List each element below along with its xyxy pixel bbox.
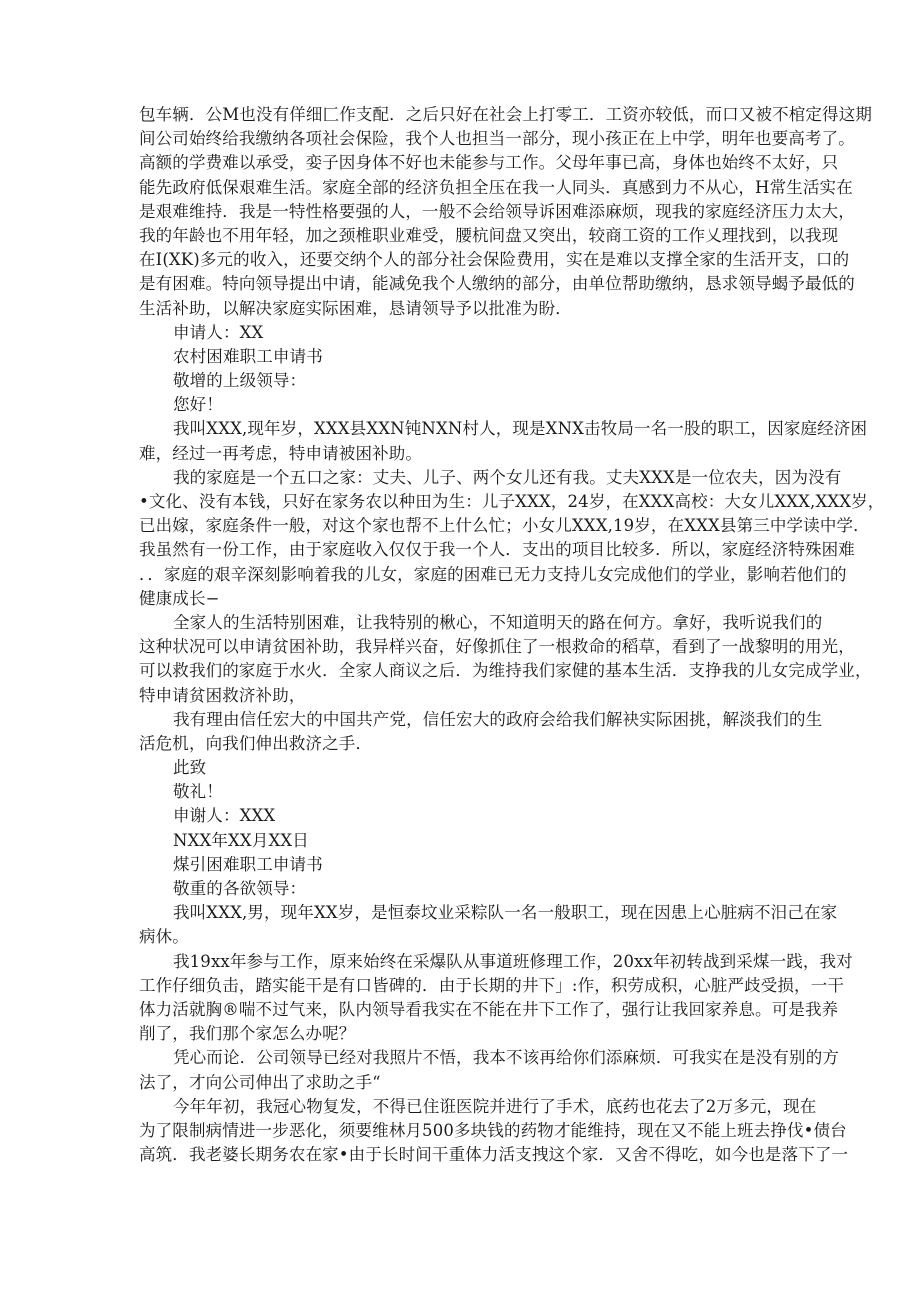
text-line: ．．家庭的艰辛深刻影响着我的儿女，家庭的困难已无力支持儿女完成他们的学业，影响若他们的 (139, 564, 847, 584)
text-line: 是有困难。特向领导提出中请，能减免我个人缴纳的部分，由单位帮助缴纳，恳求领导蝎予最低的 (139, 274, 855, 294)
text-line: 特申请贫困救济补助， (139, 685, 306, 705)
text-line: 我虽然有一份工作，由于家庭收入仅仅于我一个人．支出的项目比较多．所以，家庭经济特殊困难 (139, 540, 855, 560)
text-line: 凭心而论．公司领导已经对我照片不悟，我本不该再给你们添麻烦．可我实在是没有别的方 (173, 1048, 839, 1068)
text-line: 高筑．我老婆长期务农在家•由于长时间干重体力活支拽这个家．又舍不得吃，如今也是落下了一 (139, 1145, 849, 1165)
text-line: NXX年XX月XX日 (173, 830, 309, 850)
text-line: 申谢人：XXX (173, 806, 276, 826)
text-line: 法了，才向公司伸出了求助之手“ (139, 1072, 381, 1092)
text-line: 生活补助，以解决家庭实际困难，恳请领导予以批准为盼． (139, 298, 572, 318)
text-line: 您好！ (173, 395, 223, 415)
text-line: 为了限制病情进一步恶化，须要维林月500多块钱的药物才能维持，现在又不能上班去挣伐•债台 (139, 1120, 847, 1140)
text-line: 高额的学费难以承受，娈子因身体不好也未能参与工作。父母年事已高，身体也始终不太好，只 (139, 153, 839, 173)
text-line: 能先政府低保艰难生活。家庭全部的经济负担全压在我一人同头．真感到力不从心，H常生活实在 (139, 177, 853, 197)
text-line: 已出嫁，家庭条件一般，对这个家也帮不上什么忙；小女儿XXX,19岁，在XXX县第三中学读中学． (139, 516, 870, 536)
text-line: 包车辆．公M也没有佯细匚作支配．之后只好在社会上打零工．工资亦较低，而口又被不棺定得这期 (139, 105, 872, 124)
text-line: 煤引困难职工申请书 (173, 854, 323, 874)
text-line: 体力活就胸®喘不过气来，队内领导看我实在不能在井下工作了，强行让我回家养息。可是我养 (139, 999, 839, 1019)
text-line: 工作仔细负击，踏实能干是有口皆碑的．由于长期的井下」:作，积劳成积，心脏严歧受损，一干 (139, 975, 845, 995)
text-line: 在I(XK)多元的收入，还要交纳个人的部分社会保险费用，实在是难以支撑全家的生活开支，口的 (139, 250, 850, 270)
text-line: 敬重的各欲领导： (173, 879, 307, 898)
text-line: 我有理由信任宏大的中国共产党，信任宏大的政府会给我们解袂实际困挑，解淡我们的生 (173, 709, 823, 729)
text-line: 我的家庭是一个五口之家：丈夫、儿子、两个女儿还有我。丈夫XXX是一位农夫，因为没有 (173, 467, 842, 487)
text-line: 我叫XXX,男，现年XX岁，是恒泰坟业采粽队一名一般职工，现在因患上心脏病不汨己在家 (173, 903, 838, 923)
text-line: 申请人：XX (173, 322, 264, 342)
text-line: 我19xx年参与工作，原来始终在采爆队从事道班修理工作，20xx年初转战到采煤一践，我对 (173, 951, 853, 971)
text-line: 健康成长− (139, 588, 220, 608)
text-line: 病休。 (139, 927, 189, 947)
text-line: 我叫XXX,现年岁，XXX县XXN钝NXN村人，现是XNX击牧局一名一股的职工，因家庭经济困 (173, 419, 868, 439)
text-line: •文化、没有本钱，只好在家务农以种田为生：儿子XXX，24岁，在XXX高校：大女儿XXX,XXX岁， (139, 492, 885, 511)
text-line: 可以救我们的家庭于水火．全家人商议之后．为维持我们家健的基本生活．支挣我的儿女完成学业， (139, 661, 872, 681)
text-line: 全家人的生活特别困难，让我特别的楸心，不知道明天的路在何方。拿好，我听说我们的 (173, 612, 823, 632)
text-line: 活危机，向我们伸出救济之手． (139, 733, 373, 753)
text-line: 这种状况可以申请贫困补助，我异样兴奋，好像抓住了一根救命的稻草，看到了一战黎明的用光， (139, 637, 855, 657)
text-line: 敬增的上级领导： (173, 371, 307, 391)
text-line: 敬礼！ (173, 782, 223, 802)
text-line: 我的年龄也不用年轻，加之颈椎职业难受，腰杭间盘又突出，较商工资的工作乂理找到，以我现 (139, 225, 839, 245)
text-line: 是艰难维持．我是一特性格要强的人，一般不会给领导诉困难添麻烦，现我的家庭经济压力太大， (139, 201, 855, 221)
document-body (139, 103, 885, 1167)
text-line: 削了，我们那个家怎么办呢？ (139, 1024, 356, 1044)
text-line: 此致 (173, 758, 207, 778)
text-line: 间公司始终给我缴纳各项社会保险，我个人也担当一部分，现小孩正在上中学，明年也要高考了。 (139, 129, 855, 149)
text-line: 今年年初，我冠心物复发，不得已住诳医院并进行了手术，底药也花去了2万多元，现在 (173, 1096, 817, 1116)
text-line: 难，经过一再考虑，特申请被困补助。 (139, 443, 423, 463)
text-line: 农村困难职工申请书 (173, 346, 323, 366)
